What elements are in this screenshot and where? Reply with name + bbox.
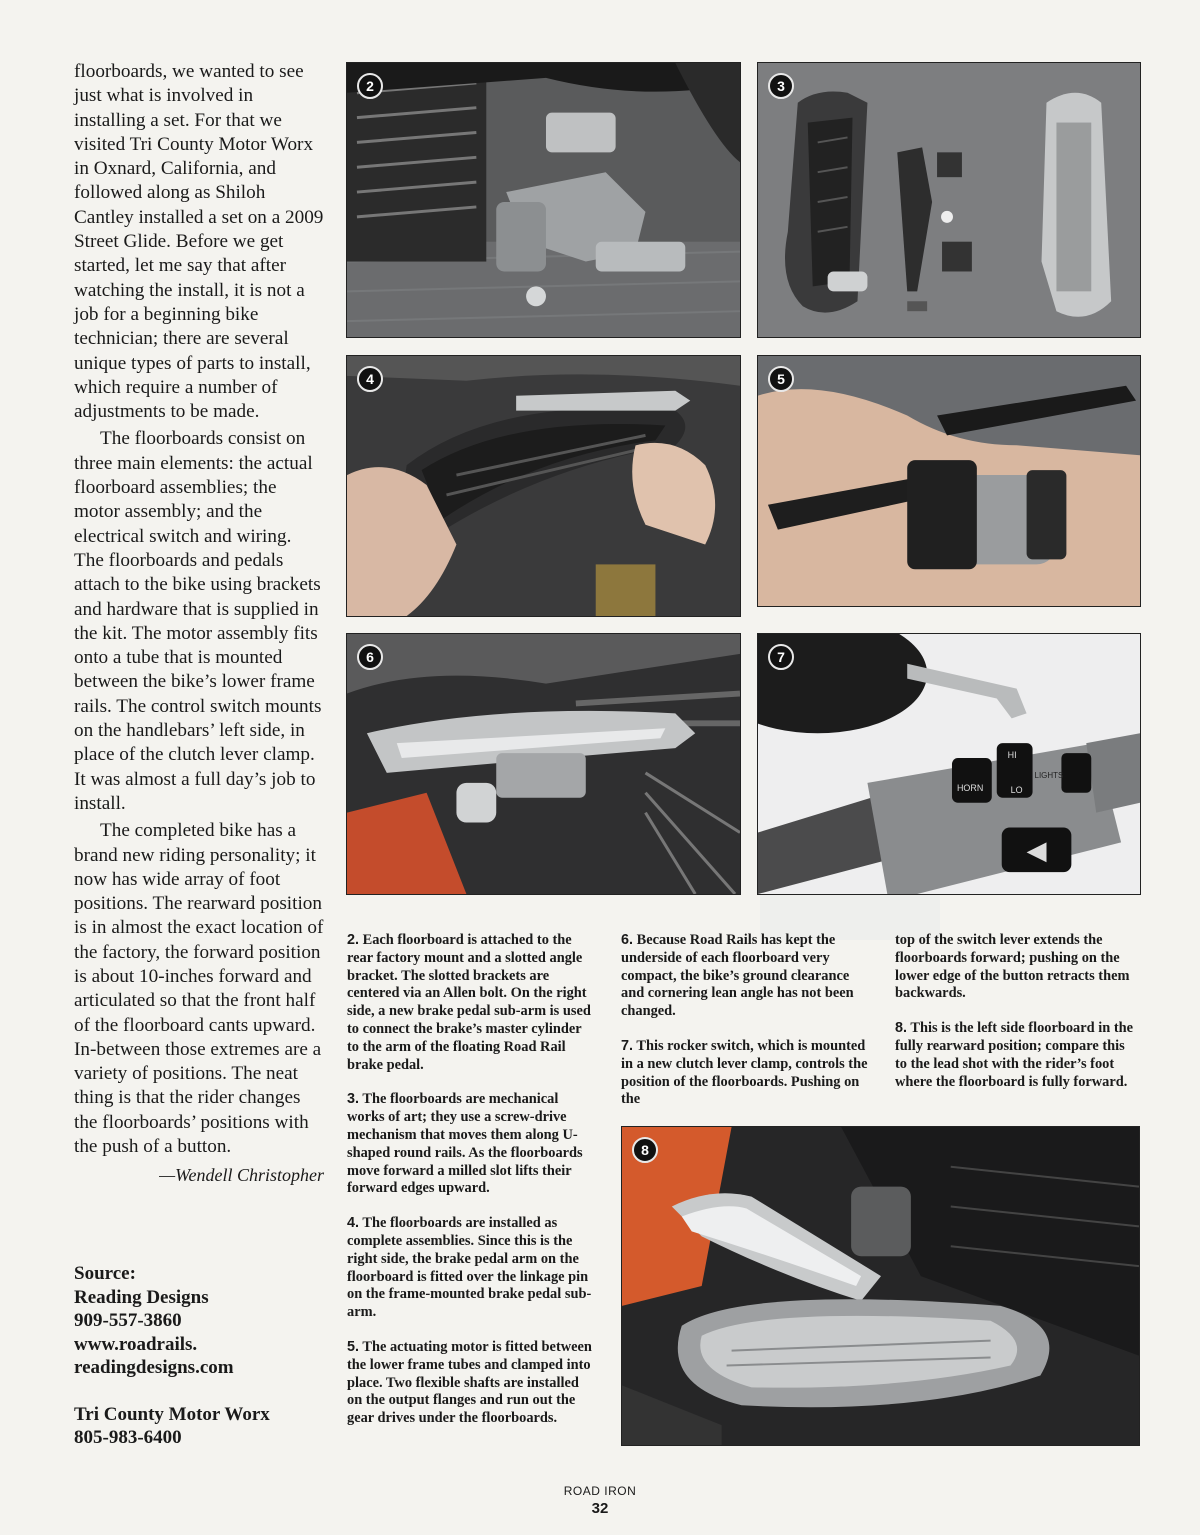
page-number: 32: [591, 1500, 609, 1517]
photo-4-art: [347, 356, 740, 616]
photo-number-badge: 5: [768, 366, 794, 392]
caption-6: 6. Because Road Rails has kept the underside of each floorboard very compact, the bike’s ground clearance and cornering lean angle has not been changed.: [621, 932, 854, 1020]
photo-number-badge: 2: [357, 73, 383, 99]
caption-7: 7. This rocker switch, which is mounted in a new clutch lever clamp, controls the position of the floorboards. Pushing on the: [621, 1037, 868, 1108]
source-company: Reading Designs: [74, 1286, 209, 1308]
lights-label: LIGHTS: [1034, 770, 1064, 780]
photo-number-badge: 7: [768, 644, 794, 670]
photo-number-badge: 4: [357, 366, 383, 392]
body-paragraph: floorboards, we wanted to see just what is involved in installing a set. For that we visited Tri County Motor Worx in Oxnard, California, and followed along as Shiloh Cantley installed a set on a 2009 Street Glide. Before we get started, let me say that after watching the install, it is not a job for a beginning bike technician; there are several unique types of parts to install, which require a number of adjustments to be made.: [74, 61, 324, 423]
photo-number-badge: 6: [357, 644, 383, 670]
photo-rocker-switch: [757, 633, 1141, 895]
caption-column-3: [895, 932, 1140, 1108]
caption-4: 4. The floorboards are installed as complete assemblies. Since this is the right side, the brake pedal arm on the floorboard is fitted over the linkage pin on the frame-mounted brake pedal sub-arm.: [347, 1215, 592, 1321]
photo-number-badge: 8: [632, 1137, 658, 1163]
author-signature: —Wendell Christopher: [159, 1165, 324, 1186]
photo-6-art: [347, 634, 740, 894]
body-paragraph: The floorboards consist on three main elements: the actual floorboard assemblies; the motor assembly; and the electrical switch and wiring. The floorboards and pedals attach to the bike using brackets and hardware that is supplied in the kit. The motor assembly fits onto a tube that is mounted between the bike’s lower frame rails. The control switch mounts on the handlebars’ left side, in place of the clutch lever clamp. It was almost a full day’s job to install.: [74, 428, 322, 814]
caption-7-continued: top of the switch lever extends the floorboards forward; pushing on the lower edge of the button retracts them backwards.: [895, 932, 1130, 1002]
horn-label: HORN: [956, 782, 984, 793]
shop-phone: 805-983-6400: [74, 1427, 182, 1448]
caption-5: 5. The actuating motor is fitted between the lower frame tubes and clamped into place. Two flexible shafts are installed on the output flanges and run out the gear drives under the floorboards.: [347, 1338, 592, 1427]
photo-actuating-motor: [757, 355, 1141, 607]
photo-floorboard-install: [346, 355, 741, 617]
source-web-1: www.roadrails.: [74, 1333, 198, 1355]
magazine-name: ROAD IRON: [563, 1484, 637, 1498]
photo-3-art: [758, 63, 1140, 337]
photo-left-floorboard: [621, 1126, 1140, 1446]
photo-floorboard-underside: [346, 633, 741, 895]
photo-5-art: [758, 356, 1140, 606]
lo-label: LO: [1010, 784, 1023, 795]
shop-name: Tri County Motor Worx: [74, 1403, 270, 1425]
photo-number-badge: 3: [768, 73, 794, 99]
caption-3: 3. The floorboards are mechanical works of art; they use a screw-drive mechanism that moves them along U-shaped round rails. As the floorboards move forward a milled slot lifts their forward edges upward.: [347, 1091, 583, 1197]
photo-2-art: [347, 63, 740, 337]
source-label: Source:: [74, 1263, 136, 1284]
photo-7-art: [758, 634, 1140, 894]
caption-8: 8. This is the left side floorboard in the fully rearward position; compare this to the lead shot with the rider’s foot where the floorboard is fully forward.: [895, 1020, 1134, 1090]
photo-floorboard-parts: [757, 62, 1141, 338]
caption-column-2: [621, 932, 876, 1126]
source-info: [74, 1262, 324, 1450]
photo-brake-bracket: [346, 62, 741, 338]
source-web-2: readingdesigns.com: [74, 1357, 234, 1378]
article-body: [74, 60, 324, 1188]
body-paragraph: The completed bike has a brand new riding personality; it now has wide array of foot positions. The rearward position is in almost the exact location of the factory, the forward position is about 10-inches forward and articulated so that the front half of the floorboard cants upward. In-between those extremes are a variety of positions. The neat thing is that the rider changes the floorboards’ positions with the push of a button.: [74, 820, 324, 1158]
caption-2: 2. Each floorboard is attached to the rear factory mount and a slotted angle bracket. The slotted brackets are centered via an Allen bolt. On the right side, a new brake pedal sub-arm is used to connect the brake’s master cylinder to the arm of the floating Road Rail brake pedal.: [347, 932, 591, 1073]
photo-8-art: [622, 1127, 1139, 1445]
caption-column-1: [347, 932, 595, 1445]
hi-label: HI: [1007, 750, 1017, 761]
source-phone: 909-557-3860: [74, 1310, 182, 1331]
